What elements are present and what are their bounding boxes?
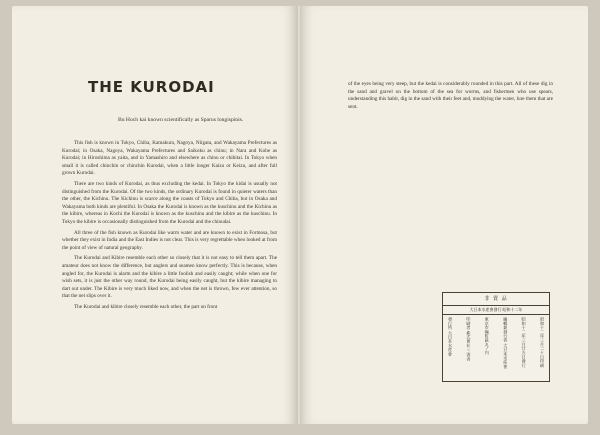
page-subtitle: Bu Hoch kai known scientifically as Sparus longispinis. — [118, 117, 244, 123]
colophon-subheading: 大日本水産會發行 昭和十二年 — [443, 306, 549, 315]
colophon-heading: 非 賣 品 — [443, 293, 549, 306]
colophon-line: 發行所 大日本水産會 — [448, 317, 453, 356]
left-body-text — [62, 140, 277, 314]
colophon-box — [442, 292, 550, 382]
paragraph: The Kurodai and kibire closely resemble each other, the part on front — [74, 303, 218, 310]
colophon-line: 印刷者 株式會社 三秀舎 — [466, 317, 472, 361]
colophon-line: 編輯兼發行者 大日本水産會 — [503, 317, 509, 369]
paragraph: The Kurodai and Kibire resemble each other so closely that it is not easy to tell them apart. The amateur does not know the difference, but anglers and seamen know perfectly. This is because, when angled for, the Kurodai is alarm and the kibire a little foolish and easily caught; while when one for wish sets, it is just the other way round, the Kurodai being easily caught, but the kibire managing to dart out under. The Kibire is very much liked now, and when the net is thrown, few ever attention, so that the net slips over it. — [62, 255, 277, 300]
paragraph: There are two kinds of Kurodai, as thus excluding the kedai. In Tokyo the kidai is usually not distinguished from the Kurodai. Of the two kinds, the ordinary Kurodai is found in quieter waters than the other, the Kichinu. The Kichinu is scarce along the coasts of Tokyo and Chiba, but in Osaka and Wakayama both kinds are plentiful. In Osaka the Kurodai is known as the kuschinu and the Kichinu as the kibire, whereas in Kochi the Kurodai is known as the kuschinu and the kibire as the kuschinu. In Tokyo the kibire is occasionally distinguished from the Kurodai and the chinudai. — [62, 180, 277, 225]
paragraph: This fish is known in Tokyo, Chiba, Kamakura, Nagoya, Niigata, and Wakayama Prefectures as Kurodai; in Osaka, Nagoya, Wakayama Prefectures and Saikoku as chinu; in Nara and Kobe as Kurodai; in Hiroshima as yaita, and in Yamashiro and elsewhere as chinu or chibitai. In Tokyo when small it is called chinchin or chinchin Kurodai, when a little longer Kaizu or Keizu, and after full grown Kurodai. — [62, 140, 277, 177]
right-body-text: of the eyes being very steep, but the kedai is considerably rounded in this part. All of these dig in the sand and gravel on the bottom of the sea for worms, and fishermen who use spears, understanding this habit, dig in the sand with their feet and, muddying the water, lure them that are sent. — [348, 81, 553, 110]
colophon-line: 昭和十二年三月二十日印刷 — [539, 317, 545, 368]
colophon-columns — [447, 317, 545, 375]
paragraph: All three of the fish known as Kurodai like warm water and are known to exist in Formosa, but whether they exist in India and the East Indies is not clear. This is very regrettable when looked at from the point of view of natural geography. — [62, 229, 277, 251]
colophon-line: 昭和十二年三月廿五日發行 — [521, 317, 527, 368]
page-title: THE KURODAI — [88, 78, 215, 96]
colophon-line: 東京市麹町區丸ノ内 — [484, 317, 490, 355]
book-gutter — [297, 6, 301, 424]
